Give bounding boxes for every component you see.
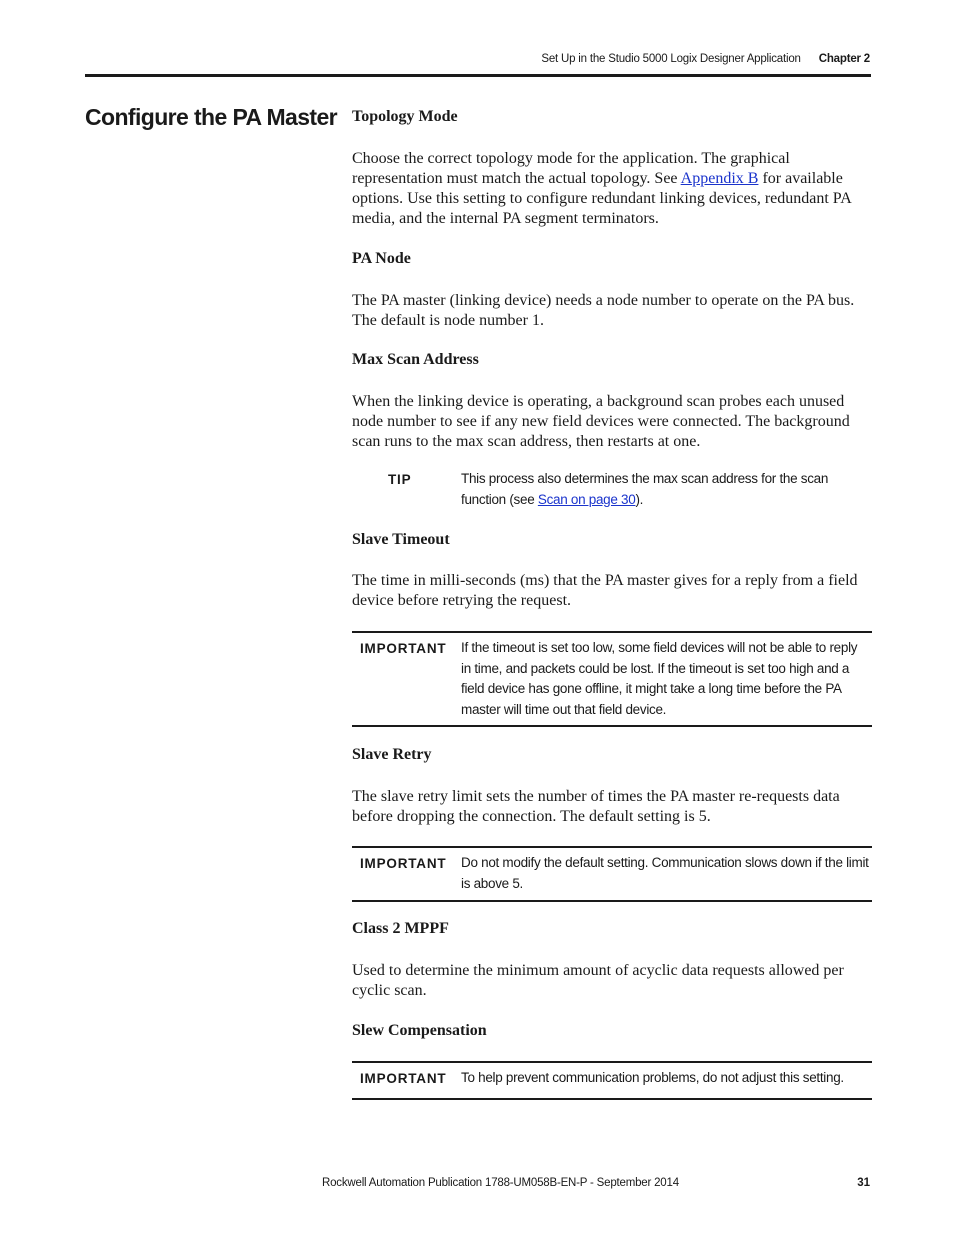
topology-text-after: for available options. Use this setting to configure redundant linking devices, redundant PA media, and the internal PA segment terminators.: [352, 170, 851, 227]
paragraph-slave-timeout: The time in milli-seconds (ms) that the PA master gives for a reply from a field device before retrying the request.: [352, 572, 858, 609]
tip-text-before: This process also determines the max scan address for the scan function (see: [461, 471, 829, 507]
tip-text: [461, 469, 870, 510]
header-rule: [85, 74, 871, 77]
appendix-b-link[interactable]: Appendix B: [680, 170, 759, 187]
paragraph-class-2-mppf: Used to determine the minimum amount of acyclic data requests allowed per cyclic scan.: [352, 962, 844, 999]
important-label: IMPORTANT: [360, 856, 447, 871]
important-text-timeout: If the timeout is set too low, some field devices will not be able to reply in time, and packets could be lost. If the timeout is set too high and a field device has gone offline, it might take a long time before the PA master will time out that field device.: [461, 640, 858, 717]
section-title: Configure the PA Master: [85, 104, 338, 130]
tip-text-after: ).: [635, 491, 644, 507]
running-header: [541, 53, 870, 65]
paragraph-max-scan-address: When the linking device is operating, a background scan probes each unused node number to see if any new field devices were connected. The background scan runs to the max scan address, then restarts at one.: [352, 393, 850, 450]
tip-box: [352, 466, 872, 514]
paragraph-pa-node: The PA master (linking device) needs a node number to operate on the PA bus. The default is node number 1.: [352, 292, 855, 329]
scan-page-30-link[interactable]: Scan on page 30: [537, 491, 636, 507]
heading-slave-retry: Slave Retry: [352, 746, 432, 763]
topology-text-before: Choose the correct topology mode for the application. The graphical representation must match the actual topology. See: [352, 150, 790, 187]
important-label: IMPORTANT: [360, 641, 447, 656]
important-box-retry: [352, 846, 872, 902]
heading-class-2-mppf: Class 2 MPPF: [352, 920, 449, 937]
footer-publication: Rockwell Automation Publication 1788-UM058B-EN-P - September 2014: [322, 1177, 679, 1189]
page-number: 31: [857, 1177, 870, 1189]
heading-slew-compensation: Slew Compensation: [352, 1022, 487, 1039]
important-text-retry: Do not modify the default setting. Communication slows down if the limit is above 5.: [461, 855, 869, 891]
important-box-timeout: [352, 631, 872, 727]
header-chapter: Chapter 2: [818, 53, 870, 65]
important-label: IMPORTANT: [360, 1071, 447, 1086]
heading-topology-mode: Topology Mode: [352, 108, 458, 125]
tip-label: TIP: [388, 472, 412, 487]
heading-slave-timeout: Slave Timeout: [352, 531, 450, 548]
heading-pa-node: PA Node: [352, 250, 411, 267]
paragraph-topology-mode: [352, 149, 872, 229]
important-text-slew: To help prevent communication problems, do not adjust this setting.: [461, 1070, 844, 1085]
paragraph-slave-retry: The slave retry limit sets the number of times the PA master re-requests data before dropping the connection. The default setting is 5.: [352, 788, 840, 825]
header-title: Set Up in the Studio 5000 Logix Designer Application: [541, 53, 801, 65]
heading-max-scan-address: Max Scan Address: [352, 351, 479, 368]
important-box-slew: [352, 1061, 872, 1100]
